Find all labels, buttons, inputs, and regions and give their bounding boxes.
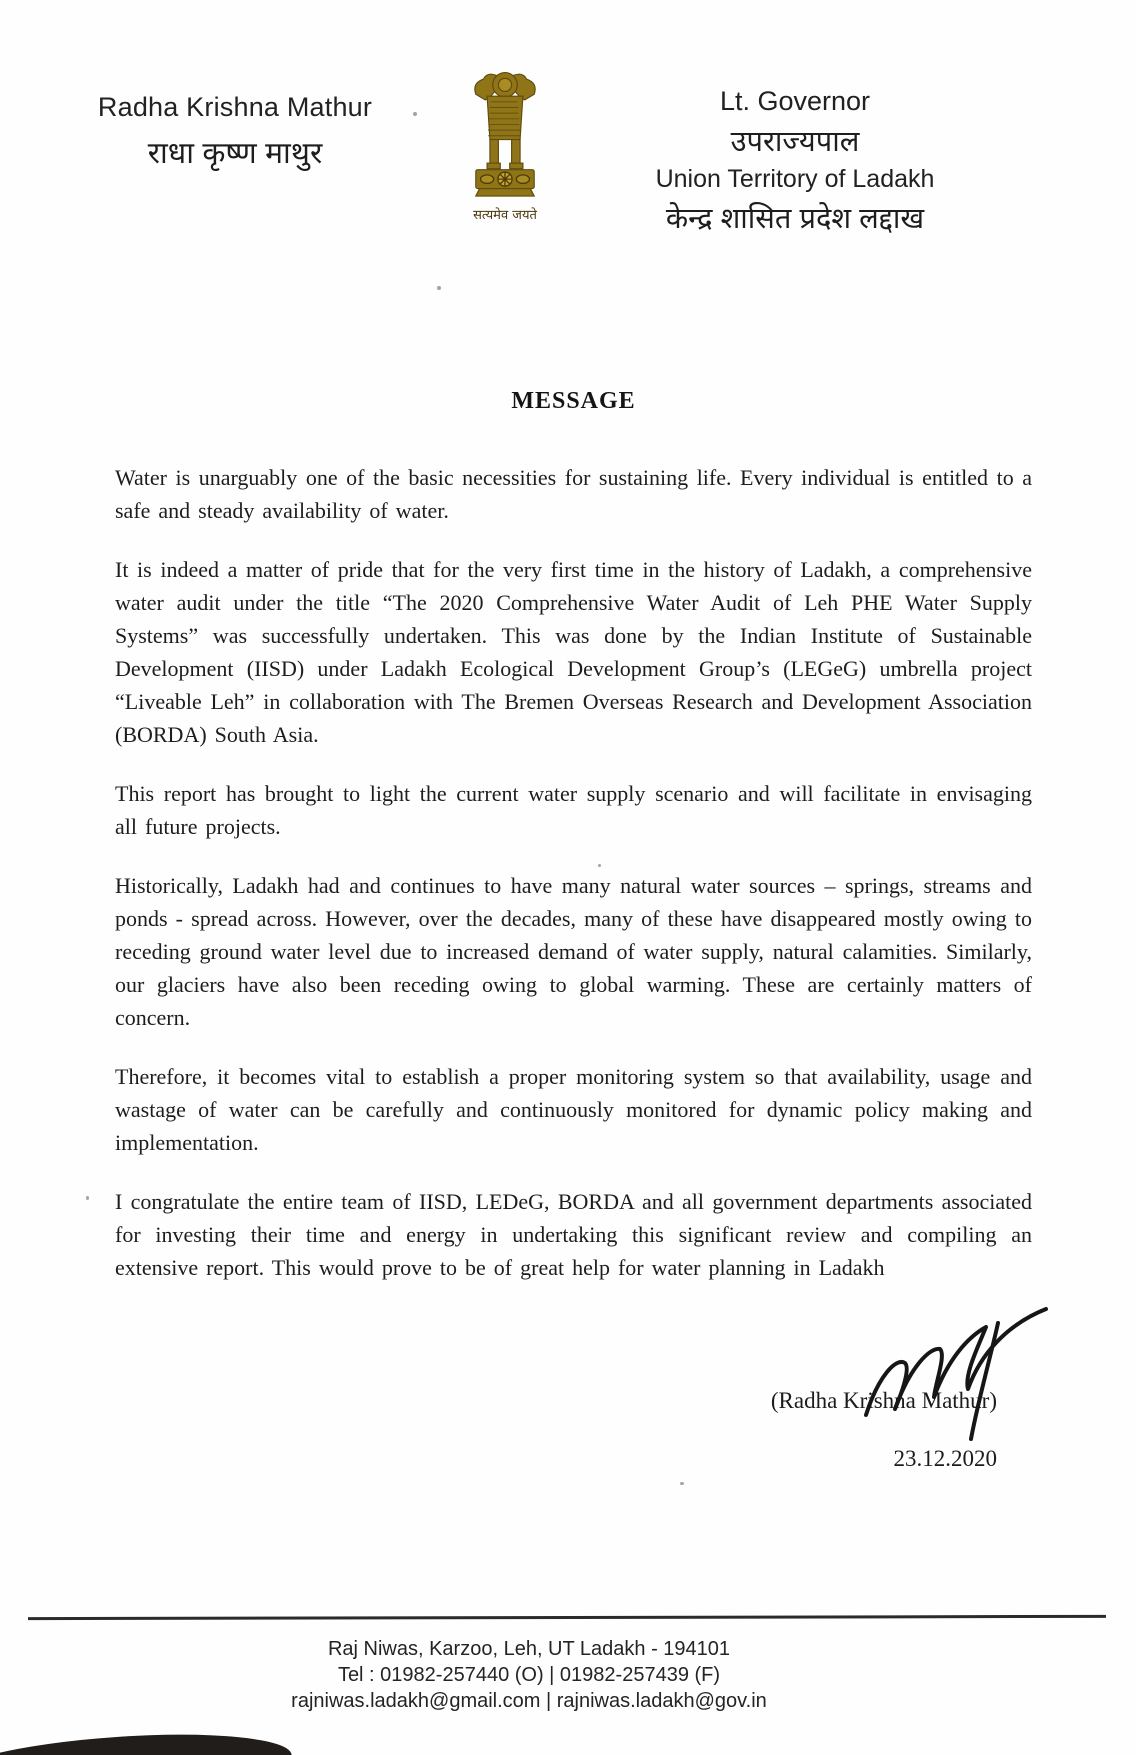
- signatory-name: (Radha Krishna Mathur): [770, 1388, 997, 1413]
- footer-address: Raj Niwas, Karzoo, Leh, UT Ladakh - 194101: [327, 1638, 731, 1660]
- scan-speck: [598, 864, 601, 867]
- scan-speck: [413, 112, 417, 116]
- footer-phone: Tel : 01982-257440 (O) | 01982-257439 (F): [337, 1664, 721, 1686]
- footer-emails: rajniwas.ladakh@gmail.com | rajniwas.ladakh@gov.in: [291, 1690, 767, 1712]
- territory-english: Union Territory of Ladakh: [655, 165, 935, 193]
- officer-name-hindi: राधा कृष्ण माथुर: [147, 137, 323, 170]
- letter-body: [115, 388, 1032, 1310]
- emblem-motto: सत्यमेव जयते: [473, 208, 537, 223]
- signature-date: 23.12.2020: [893, 1446, 997, 1471]
- officer-name-english: Radha Krishna Mathur: [97, 92, 373, 122]
- scan-artifact: [0, 1725, 294, 1755]
- territory-hindi: केन्द्र शासित प्रदेश लद्दाख: [665, 203, 925, 235]
- paragraph-water-necessity: Water is unarguably one of the basic necessities for sustaining life. Every individual is entitled to a safe and steady availability of water.: [115, 465, 1032, 523]
- footer-contact: [0, 1636, 1058, 1714]
- office-title-hindi: उपराज्यपाल: [730, 126, 860, 158]
- scan-speck: [437, 286, 441, 290]
- letterhead-officer: [78, 92, 392, 172]
- ashoka-emblem-icon: [461, 185, 549, 202]
- paragraph-water-audit: It is indeed a matter of pride that for the very first time in the history of Ladakh, a comprehensive water audit under the title “The 2020 Comprehensive Water Audit of Leh PHE Water Supply Systems” was successfully undertaken. This was done by the Indian Institute of Sustainable Development (IISD) under Ladakh Ecological Development Group’s (LEGeG) umbrella project “Liveable Leh” in collaboration with The Bremen Overseas Research and Development Association (BORDA) South Asia.: [115, 557, 1032, 747]
- message-heading: MESSAGE: [511, 388, 636, 414]
- office-title-english: Lt. Governor: [719, 86, 871, 116]
- emblem-block: [461, 66, 549, 223]
- paragraph-monitoring: Therefore, it becomes vital to establish a proper monitoring system so that availability, usage and wastage of water can be carefully and continuously monitored for dynamic policy making and implementation.: [115, 1064, 1032, 1155]
- paragraph-congratulations: I congratulate the entire team of IISD, LEDeG, BORDA and all government departments associated for investing their time and energy in undertaking this significant review and compiling an extensive report. This would prove to be of great help for water planning in Ladakh: [115, 1189, 1032, 1280]
- paragraph-report-scope: This report has brought to light the current water supply scenario and will facilitate in envisaging all future projects.: [115, 781, 1032, 839]
- letterhead-office: [636, 86, 954, 237]
- scan-speck: [86, 1196, 89, 1200]
- paragraph-water-sources: Historically, Ladakh had and continues to have many natural water sources – springs, streams and ponds - spread across. However, over the decades, many of these have disappeared mostly owing to receding ground water level due to increased demand of water supply, natural calamities. Similarly, our glaciers have also been receding owing to global warming. These are certainly matters of concern.: [115, 873, 1032, 1030]
- scan-speck: [680, 1482, 684, 1485]
- footer-divider: [28, 1615, 1106, 1620]
- signature-scrawl-icon: [850, 1303, 1060, 1448]
